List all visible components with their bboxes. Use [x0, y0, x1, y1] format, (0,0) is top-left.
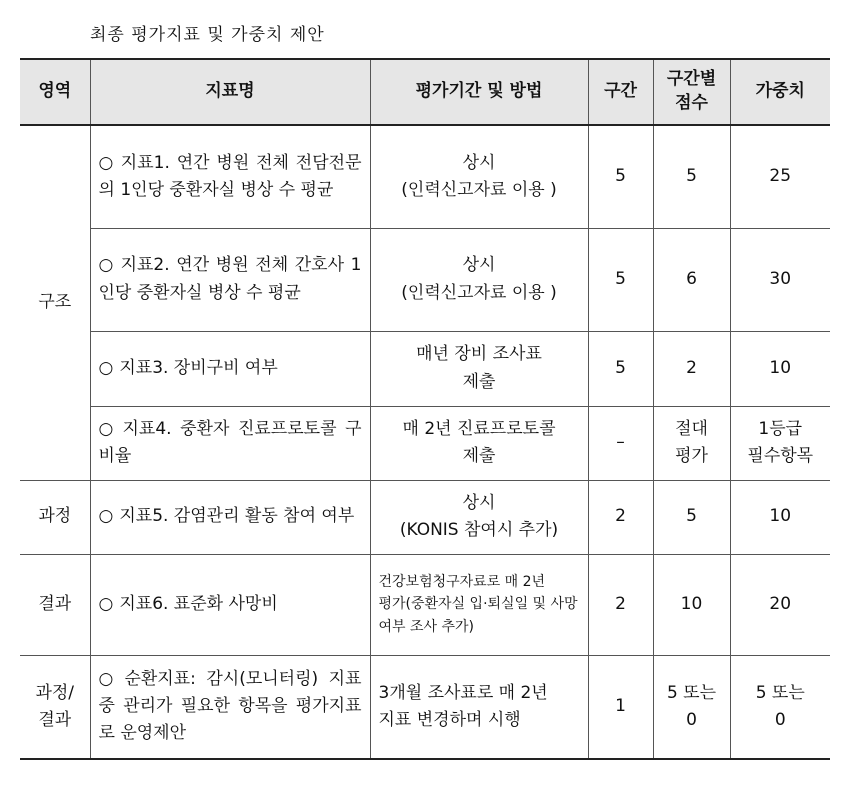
table-row: [20, 228, 830, 331]
method-line2: 지표 변경하며 시행: [378, 709, 521, 730]
header-score: [653, 59, 730, 125]
method-line2: 평가(중환자실 입·퇴실일 및 사망 여부 조사 추가): [378, 596, 578, 635]
weight-cell: 10: [730, 480, 830, 554]
method-line2: 제출: [462, 371, 496, 392]
method-cell: [370, 125, 588, 228]
header-method: 평가기간 및 방법: [370, 59, 588, 125]
circle-bullet-icon: ○: [98, 506, 114, 527]
indicator-cell: [90, 655, 370, 759]
header-indicator: 지표명: [90, 59, 370, 125]
method-line1: 상시: [462, 152, 496, 173]
section-cell: 2: [588, 554, 653, 655]
header-section: 구간: [588, 59, 653, 125]
method-cell: [370, 655, 588, 759]
table-row: [20, 406, 830, 480]
method-cell: [370, 331, 588, 406]
indicator-cell: [90, 554, 370, 655]
table-row: [20, 125, 830, 228]
score-line2: 0: [686, 709, 697, 730]
score-cell: 6: [653, 228, 730, 331]
indicator-cell: [90, 331, 370, 406]
weight-cell: 30: [730, 228, 830, 331]
score-cell: 5: [653, 480, 730, 554]
method-cell: [370, 480, 588, 554]
score-line2: 평가: [675, 446, 708, 466]
weight-line2: 필수항목: [747, 446, 814, 466]
method-line2: (KONIS 참여시 추가): [399, 520, 559, 540]
indicator-text: 순환지표: 감시(모니터링) 지표 중 관리가 필요한 항목을 평가지표로 운영제안: [98, 668, 362, 744]
method-line2: (인력신고자료 이용 ): [401, 179, 557, 200]
evaluation-table: [20, 58, 830, 760]
method-line2: (인력신고자료 이용 ): [401, 282, 557, 303]
circle-bullet-icon: ○: [98, 418, 117, 439]
header-score-line1: 구간별: [666, 69, 717, 90]
area-process: 과정: [20, 480, 90, 554]
method-cell: [370, 406, 588, 480]
section-cell: 5: [588, 228, 653, 331]
circle-bullet-icon: ○: [98, 357, 114, 378]
circle-bullet-icon: ○: [98, 152, 115, 173]
weight-line1: 5 또는: [755, 682, 805, 703]
score-cell: 2: [653, 331, 730, 406]
score-line1: 절대: [675, 418, 708, 439]
method-line1: 매년 장비 조사표: [416, 344, 542, 365]
header-area: 영역: [20, 59, 90, 125]
section-cell: 2: [588, 480, 653, 554]
circle-bullet-icon: ○: [98, 255, 115, 276]
method-line1: 상시: [462, 492, 496, 513]
indicator-cell: [90, 480, 370, 554]
indicator-text: 지표6. 표준화 사망비: [119, 593, 278, 614]
score-line1: 5 또는: [666, 682, 717, 703]
indicator-text: 지표2. 연간 병원 전체 간호사 1인당 중환자실 병상 수 평균: [98, 255, 362, 303]
area-line2: 결과: [38, 709, 72, 730]
indicator-cell: [90, 125, 370, 228]
method-cell: [370, 228, 588, 331]
table-row: [20, 331, 830, 406]
table-row: [20, 480, 830, 554]
indicator-cell: [90, 228, 370, 331]
score-cell: 5: [653, 125, 730, 228]
indicator-text: 지표5. 감염관리 활동 참여 여부: [119, 506, 355, 527]
area-result: 결과: [20, 554, 90, 655]
method-cell: [370, 554, 588, 655]
indicator-text: 지표3. 장비구비 여부: [119, 357, 278, 378]
circle-bullet-icon: ○: [98, 593, 114, 614]
circle-bullet-icon: ○: [98, 668, 119, 689]
score-cell: 10: [653, 554, 730, 655]
section-cell: 1: [588, 655, 653, 759]
area-line1: 과정/: [35, 682, 75, 703]
weight-cell: 10: [730, 331, 830, 406]
weight-cell: 25: [730, 125, 830, 228]
method-line1: 건강보험청구자료로 매 2년: [378, 573, 546, 590]
method-line1: 매 2년 진료프로토콜: [402, 418, 556, 439]
area-process-result: [20, 655, 90, 759]
weight-cell: 20: [730, 554, 830, 655]
section-cell: 5: [588, 125, 653, 228]
indicator-cell: [90, 406, 370, 480]
method-line1: 3개월 조사표로 매 2년: [378, 682, 548, 703]
table-row: [20, 655, 830, 759]
weight-line1: 1등급: [758, 418, 803, 439]
area-structure: 구조: [20, 125, 90, 480]
header-weight: 가중치: [730, 59, 830, 125]
section-cell: 5: [588, 331, 653, 406]
table-caption: 최종 평가지표 및 가중치 제안: [90, 25, 325, 45]
header-score-line2: 점수: [675, 93, 708, 113]
indicator-text: 지표4. 중환자 진료프로토콜 구비율: [98, 418, 362, 466]
method-line1: 상시: [462, 255, 496, 276]
score-cell: [653, 406, 730, 480]
score-cell: [653, 655, 730, 759]
table-row: [20, 554, 830, 655]
weight-cell: [730, 655, 830, 759]
indicator-text: 지표1. 연간 병원 전체 전담전문의 1인당 중환자실 병상 수 평균: [98, 152, 362, 200]
method-line2: 제출: [462, 446, 496, 466]
weight-line2: 0: [774, 709, 786, 730]
section-cell: –: [588, 406, 653, 480]
header-row: [20, 59, 830, 125]
weight-cell: [730, 406, 830, 480]
